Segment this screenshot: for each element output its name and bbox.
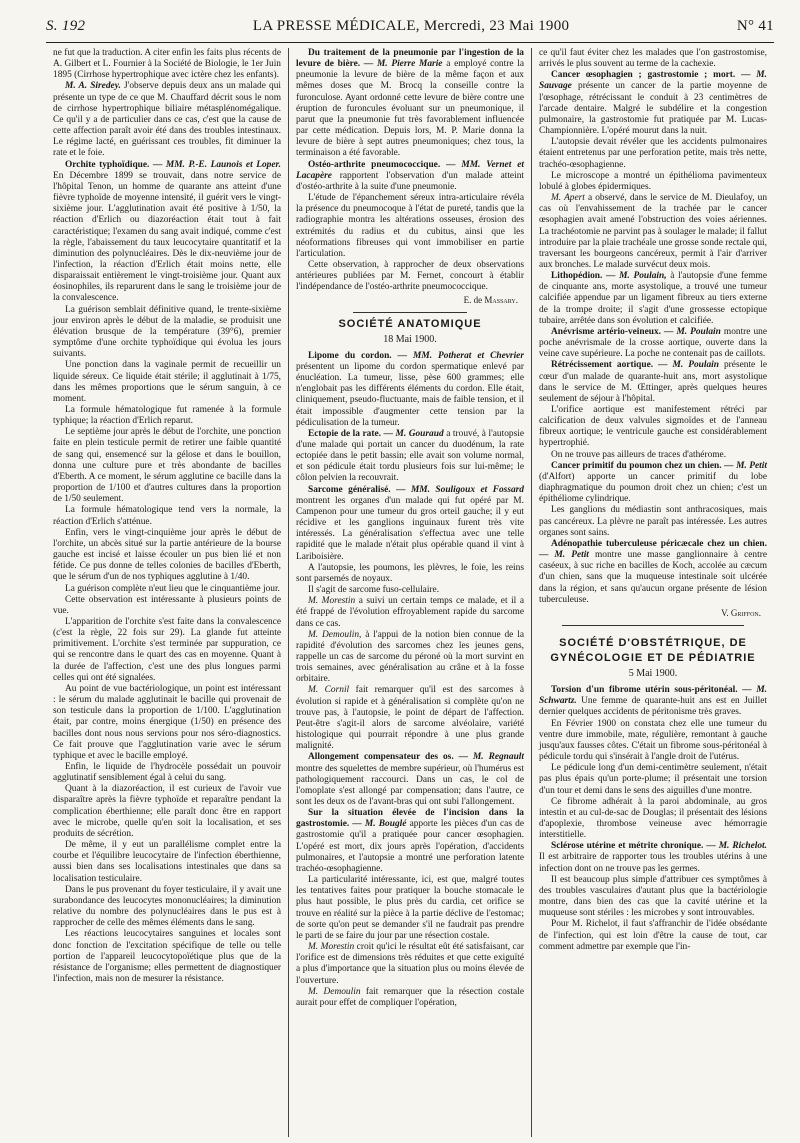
article-title: Orchite typhoïdique. — [65, 159, 150, 170]
paragraph-text: a trouvé, à l'autopsie d'une malade qui portait un cancer du duodénum, la rate ectopiée dans le petit bassin; elle avait son volume normal, et son pédicule était tordu plusieurs fois sur lui-même; le côlon pelvien la recouvrait. — [296, 428, 524, 484]
paragraph-text: En Décembre 1899 se trouvait, dans notre service de l'hôpital Tenon, un homme de quarante ans atteint d'une fièvre typhoïde de moyenne intensité, il guérit vers le vingt-sixième jour. L'agglutination avait été positive à 1/50, la réaction d'Erlich ou diazoréaction était tout à fait caractéristique; l'examen du sang avait indiqué, comme c'est la règle, l'abaissement du taux leucocytaire quantitatif et la diminution des polynucléaires. Dès le dix-neuvième jour de l'infection, la réaction d'Erlich était moins nette, elle disparaissait entièrement le vingt-troisième jour. Quant aux éosinophiles, ils reparurent dans le sang le troisième jour de la convalescence. — [53, 170, 281, 304]
signature-initial: E. de — [463, 295, 485, 306]
article-gastrostomie — [296, 808, 524, 875]
section-divider — [562, 625, 744, 626]
paragraph: Dans le pus provenant du foyer testiculaire, il y avait une surabondance des leucocytes mononucléaires; la diminution relative du nombre des polynucléaires dans le pus est à rapprocher de celle des mêmes éléments dans le sang. — [53, 884, 281, 929]
article-sclerose — [539, 841, 767, 874]
signature — [296, 295, 518, 306]
paragraph-text: présentent un lipome du cordon spermatique enlevé par énucléation. La tumeur, lisse, pèse 600 grammes; elle n'englobait pas les différents éléments du cordon. Elle était, cliniquement, pseudo-fluctuante, mais de faible tension, et il était impossible d'augmenter cette tension par la pédiculisation de la tumeur. — [296, 361, 524, 428]
issue-number: N° 41 — [736, 18, 774, 34]
paragraph: La formule hématologique tend vers la normale, la réaction d'Erlich s'atténue. — [53, 505, 281, 527]
author: M. Demoulin, — [308, 629, 362, 640]
author: — MM. Potherat et Chevrier — [391, 350, 524, 361]
article-orchite — [53, 160, 281, 305]
article-title: Cancer primitif du poumon chez un chien. — [551, 460, 722, 471]
paragraph-text: fait remarquer que la résection costale aurait pour effet de compliquer l'opération, — [296, 986, 524, 1008]
paragraph-text: rapportent l'observation d'un malade atteint d'ostéo-arthrite à la suite d'une pneumonie. — [296, 170, 524, 192]
column-2 — [288, 48, 531, 1137]
article-title: Sclérose utérine et métrite chronique. — [551, 841, 704, 852]
paragraph: L'apparition de l'orchite s'est faite dans la convalescence (c'est la règle, 22 fois sur 29). La glande fut atteinte primitivement. L'orchite s'est terminée par suppuration, ce qui se rencontre dans le quart des cas en moyenne. Quant à la durée de l'affection, c'est une des plus longues parmi celles qui ont été signalées. — [53, 616, 281, 683]
paragraph: A l'autopsie, les poumons, les plèvres, le foie, les reins sont parsemés de noyaux. — [296, 562, 524, 584]
section-title: SOCIÉTÉ ANATOMIQUE — [338, 317, 482, 330]
paragraph — [53, 81, 281, 159]
section-date: 5 Mai 1900. — [628, 667, 678, 679]
paragraph: Le septième jour après le début de l'orchite, une ponction faite en plein testicule permit de retirer une faible quantité de sang qui, ensemencé sur la gélose et dans le bouillon, donna une culture pure et très abondante de bacilles d'Eberth. A ce moment, le sérum agglutine ce bacille dans la proportion de 1/100 et d'autres cultures dans la proportion de 1/50 seulement. — [53, 427, 281, 505]
article-title: Rétrécissement aortique. — [551, 360, 654, 371]
paragraph: Au point de vue bactériologique, un point est intéressant : le sérum du malade agglutinait le bacille qui provenait de son testicule dans la proportion de 1/100. L'agglutination était, par contre, moins énergique (1/50) en présence des bacilles dont nous nous servions pour nos séro-diagnostics. Ce fait prouve que l'agglutination varie avec le sérum typhique et avec le bacille employé. — [53, 683, 281, 761]
paragraph-text: a suivi un certain temps ce malade, et il a été frappé de l'évolution effroyablement rapide du sarcome dans ce cas. — [296, 596, 524, 629]
paragraph: On ne trouve pas ailleurs de traces d'athérome. — [551, 449, 727, 460]
paragraph-text: présente un cancer de la partie moyenne de l'œsophage, rétrécissant le conduit à 23 centimètres de l'arcade dentaire. Malgré le subdélire et la congestion pulmonaire, la gastrostomie fut pratiquée par M. Lucas-Championnière. L'opéré mourut dans la nuit. — [539, 81, 767, 137]
author: — M. Schwartz. — [539, 685, 767, 707]
paragraph — [296, 942, 524, 987]
paragraph: Quant à la diazoréaction, il est curieux de l'avoir vue disparaître après la fièvre typhoïde et reparaître pendant la complication éberthienne; elle paraît donc être en rapport avec le microbe, quelle qu'en soit la localisation, et ses produits de sécrétion. — [53, 784, 281, 839]
author: — M. Poulain, — [602, 271, 667, 282]
paragraph: ce qu'il faut éviter chez les malades que l'on gastrostomise, arrivés le plus souvent au terme de la cachexie. — [539, 48, 767, 70]
paragraph: La guérison semblait définitive quand, le trente-sixième jour environ après le début de la maladie, se produisit une élévation brusque de la température (39°6), premier symptôme d'une orchite typhoïdique qui évolua les jours suivants. — [53, 304, 281, 360]
article-levure — [296, 48, 524, 160]
article-torsion-fibrome — [539, 685, 767, 718]
paragraph — [296, 987, 524, 1009]
paragraph: Ce fibrome adhérait à la paroi abdominale, au gros intestin et au cul-de-sac de Douglas; il présentait des lésions d'apoplexie, thrombose veineuse avec hémorragie interstitielle. — [539, 796, 767, 841]
signature-name: Griffon. — [730, 607, 761, 618]
author: M. Apert — [551, 193, 585, 204]
paragraph: En Février 1900 on constata chez elle une tumeur du ventre dure immobile, mate, régulière, remontant à gauche jusqu'aux fausses côtes. C'était un fibrome sous-péritonéal à pédicule tordu qui s'insérait à l'angle droit de l'utérus. — [539, 718, 767, 763]
paragraph: L'orifice aortique est manifestement rétréci par calcification de deux valvules sigmoïdes et de l'anneau fibreux aortique; le ventricule gauche est considérablement hypertrophié. — [539, 405, 767, 449]
paragraph: ne fut que la traduction. A citer enfin les faits plus récents de A. Gilbert et L. Fournier à la Société de Biologie, le 1er Juin 1895 (Cirrhose hypertrophique avec ictère chez les enfants). — [53, 48, 281, 81]
author: — M. Pierre Marie — [360, 59, 443, 70]
author: — M. Gouraud — [381, 428, 444, 439]
article-ectopie — [296, 429, 524, 485]
column-1 — [46, 48, 288, 1137]
column-3 — [531, 48, 774, 1137]
article-anevrisme — [539, 327, 767, 360]
article-cancer-poumon — [539, 461, 767, 506]
article-title: Lithopédion. — [551, 271, 603, 282]
section-date: 18 Mai 1900. — [383, 333, 437, 345]
journal-title: LA PRESSE MÉDICALE, Mercredi, 23 Mai 1900 — [252, 18, 570, 34]
article-title: Sarcome généralisé. — [308, 484, 391, 495]
author: — MM. P.-E. Launois et Loper. — [149, 159, 281, 170]
article-title: Du traitement de la pneumonie par l'ingestion de la levure de bière. — [296, 48, 524, 70]
article-title: Anévrisme artério-veineux. — [551, 326, 662, 337]
paragraph: Enfin, le liquide de l'hydrocèle possédait un pouvoir agglutinatif sensiblement égal à celui du sang. — [53, 762, 281, 784]
page-number: S. 192 — [46, 18, 86, 34]
paragraph-text: montre des squelettes de membre supérieur, où l'humérus est pathologiquement raccourci. Dans un cas, le col de l'omoplate s'est allongé par compensation; dans l'autre, ce sont les deux os de l'avant-bras qui ont subi l'allongement. — [296, 763, 524, 807]
paragraph: Les réactions leucocytaires sanguines et locales sont donc fonction de l'excitation spécifique de telle ou telle portion de l'appareil leucocytopoïétique plus que de la résistance de l'organisme; elles permettent de diagnostiquer l'infection, mais non de mesurer la résistance. — [53, 929, 281, 984]
signature-name: Massary. — [484, 295, 518, 306]
paragraph-text: présente le cœur d'un malade de quarante-huit ans, mort asystolique dans le service de M. Œttinger, après quelques heures seulement de séjour à l'hôpital. — [539, 360, 767, 404]
header-rule — [46, 42, 774, 43]
paragraph: Cette observation est intéressante à plusieurs points de vue. — [53, 594, 281, 616]
author: — M. Sauvage — [539, 70, 767, 92]
paragraph-text: à l'autopsie d'une femme de cinquante ans, morte asystolique, a trouvé une tumeur calcifiée appendue par un ligament fibreux au tiers externe de la trompe droite; il s'agit d'une grossesse ectopique tubaire, arrêtée dans son évolution et calcifiée. — [539, 271, 767, 326]
article-title: Ectopie de la rate. — [308, 428, 382, 439]
paragraph-text: (d'Alfort) apporte un cancer primitif du lobe diaphragmatique du poumon droit chez un chien; c'est un épithéliome cylindrique. — [539, 471, 767, 505]
article-retrecissement — [539, 360, 767, 405]
article-title: Allongement compensateur des os. — [308, 752, 454, 763]
author: M. Morestin — [308, 942, 355, 953]
article-title: Cancer œsophagien ; gastrostomie ; mort. — [551, 70, 736, 81]
paragraph: La formule hématologique fut ramenée à la formule typhique; la réaction d'Erlich reparut. — [53, 405, 281, 427]
paragraph: La guérison complète n'eut lieu que le cinquantième jour. — [65, 583, 280, 594]
author: — M. Poulain — [661, 326, 721, 337]
paragraph-text: fait remarquer qu'il est des sarcomes à évolution si rapide et à généralisation si complète qu'on ne trouve pas, à l'autopsie, le point de départ de l'affection. Peut-être s'agit-il alors de sarcome alvéolaire, variété histologique qui pourrait répondre à une plus grande malignité. — [296, 685, 524, 752]
paragraph: Le pédicule long d'un demi-centimètre seulement, n'était pas plus épais qu'un porte-plume; il présentait une torsion d'un tour et demi dans le sens des aiguilles d'une montre. — [539, 763, 767, 796]
article-lipome — [296, 351, 524, 429]
paragraph-text: a observé, dans le service de M. Dieulafoy, un cas où l'envahissement de la trachée par le cancer œsophagien avait amené l'obstruction des voies aériennes. La trachéotomie ne parvint pas à soulager le malade; il fallut introduire par la plaie trachéale une grosse sonde rectale qui, traversant les bourgeons cancéreux, permit à l'air d'arriver aux bronches. Le malade survécut deux mois. — [539, 193, 768, 270]
article-lithopedion — [539, 271, 767, 327]
paragraph: Il est beaucoup plus simple d'attribuer ces symptômes à des troubles vasculaires d'autant plus que la bactériologie montre, dans bien des cas que la cavité utérine et la muqueuse sont stériles : les microbes y sont introuvables. — [539, 874, 767, 919]
paragraph: L'autopsie devait révéler que les accidents pulmonaires étaient entretenus par une perforation petite, mais très nette, trachéo-œsophagienne. — [539, 137, 767, 170]
article-cancer-oesophagien — [539, 70, 767, 137]
paragraph-text: Il est arbitraire de rapporter tous les troubles utérins à une infection dont on ne trouve pas les germes. — [539, 852, 767, 874]
author: — M. Petit — [539, 550, 589, 561]
author: — M. Poulain — [653, 360, 719, 371]
paragraph: Pour M. Richelot, il faut s'affranchir de l'idée obsédante de l'infection, qui est loin d'être la cause de tout, car comment admettre par exemple que l'in- — [539, 919, 767, 952]
author: — M. Regnault — [453, 752, 525, 763]
page-header — [46, 18, 774, 40]
article-allongement — [296, 752, 524, 808]
section-title: SOCIÉTÉ D'OBSTÉTRIQUE, DE GYNÉCOLOGIE ET DE PÉDIATRIE — [550, 636, 756, 664]
author: M. A. Siredey. — [65, 81, 121, 92]
paragraph: L'étude de l'épanchement séreux intra-articulaire révéla la présence du pneumocoque à l'état de pureté, tandis que la radiographie montra les altérations osseuses, érosion des extrémités du radius et du cubitus, ainsi que les néoformations fibreuses qui vont immobiliser en partie l'articulation. — [296, 193, 524, 259]
author: M. Cornil — [308, 685, 350, 696]
author: M. Morestin — [308, 596, 356, 607]
paragraph-text: à l'appui de la notion bien connue de la rapidité d'évolution des sarcomes chez les jeunes gens, rappelle un cas de sarcome du péroné où la mort survint en trois semaines, avec généralisation au crâne et à la fosse orbitaire. — [296, 629, 524, 685]
author: M. Demoulin — [308, 986, 361, 997]
article-title: Ostéo-arthrite pneumococcique. — [308, 159, 441, 170]
paragraph-text: J'observe depuis deux ans un malade qui présente un type de ce que M. Chauffard décrit sous le nom de cirrhose hypertrophique biliaire métasplénomégalique. Ce qu'il y a de particulier dans ce cas, c'est que la cause de cette affection paraît avoir été dans des troubles intestinaux. Le régime lacté, en guérissant ces troubles, fit diminuer la rate et le foie. — [53, 81, 281, 159]
author: — M. Petit — [721, 460, 767, 471]
paragraph: Cette observation, à rapprocher de deux observations antérieures publiées par M. Fernet, concourt à établir l'indépendance de l'ostéo-arthrite pneumococcique. — [296, 259, 524, 293]
article-adenopathie — [539, 539, 767, 606]
author: — M. Bouglé — [349, 819, 407, 830]
paragraph: De même, il y eut un parallélisme complet entre la courbe et l'équilibre leucocytaire de l'infection éberthienne, aussi bien dans ses localisations intestinales que dans sa localisation testiculaire. — [53, 840, 281, 884]
article-title: Adénopathie tuberculeuse péricæcale chez un chien. — [551, 538, 767, 549]
paragraph-text: montre une masse ganglionnaire à centre caséeux, à suc riche en bacilles de Koch, accolée au cæcum d'un chien, sans que la muqueuse intestinale soit ulcérée dans la région, et sans qu'aucun organe présente de lésion tuberculeuse. — [539, 550, 767, 605]
section-divider — [353, 312, 467, 313]
paragraph: Les ganglions du médiastin sont anthracosiques, mais pas cancéreux. La plèvre ne paraît pas intéressée. Les autres organes sont sains. — [539, 505, 767, 538]
paragraph — [296, 685, 524, 752]
article-title: Lipome du cordon. — [308, 350, 392, 361]
author: — MM. Vernet et Lacapère — [296, 159, 524, 181]
article-sarcome — [296, 485, 524, 563]
article-columns — [46, 48, 774, 1137]
paragraph — [296, 596, 524, 629]
article-title: Sur la situation élevée de l'incision dans la gastrostomie. — [296, 808, 524, 830]
paragraph-text: montre une poche anévrismale de la crosse aortique, ouverte dans la veine cave supérieure. La poche ne contenait pas de caillots. — [539, 326, 768, 360]
article-osteo — [296, 160, 524, 193]
paragraph — [296, 630, 524, 686]
paragraph: La particularité intéressante, ici, est que, malgré toutes les tentatives faites pour pratiquer la bouche stomacale le plus haut possible, le plus près du cardia, cet orifice se trouve en réalité sur la pièce à la partie déclive de l'estomac; de sorte qu'on peut se demander s'il ne faudrait pas prendre le parti de se faire du jour par une résection costale. — [296, 875, 524, 941]
paragraph-text: a employé contre la pneumonie la levure de bière de la même façon et aux mêmes doses que M. Brocq la conseille contre la furonculose. Ayant ordonné cette levure de bière contre une éruption de furoncules évoluant sur un pneumonique, il parut que la pneumonie fut très favorablement influencée par cette médication. Depuis lors, M. P. Marie donna la levure de bière à sept autres pneumoniques; chez tous, la terminaison a été favorable. — [296, 59, 524, 159]
paragraph: Le microscope a montré un épithélioma pavimenteux lobulé à globes épidermiques. — [539, 170, 767, 192]
paragraph: Il s'agit de sarcome fuso-cellulaire. — [308, 585, 440, 596]
paragraph — [539, 193, 767, 271]
paragraph: Enfin, vers le vingt-cinquième jour après le début de l'orchite, un abcès situé sur la partie antérieure de la bourse gauche est incisé et laisse écouler un pus bien lié et non fétide. Ce pus donne de telles colonies de bacilles d'Eberth, que le sérum d'un de nos typhiques agglutine à 1/40. — [53, 527, 281, 583]
article-title: Torsion d'un fibrome utérin sous-péritonéal. — [551, 685, 738, 696]
paragraph-text: croit qu'ici le résultat eût été satisfaisant, car l'orifice est de dimensions très réduites et que cette exiguïté a plus d'importance que la situation plus ou moins élevée de l'ouverture. — [296, 942, 524, 986]
author: — M. Richelot. — [703, 841, 767, 852]
author: — MM. Souligoux et Fossard — [390, 484, 524, 495]
signature-initial: V. — [721, 607, 731, 618]
paragraph-text: montrent les organes d'un malade qui fut opéré par M. Campenon pour une tumeur du gros orteil gauche; il y eut récidive et les ganglions inguinaux furent très vite intéressés. La généralisation s'effectua avec une telle rapidité que le malade n'était plus opérable quand il vint à Lariboisière. — [296, 495, 524, 562]
paragraph-text: Une femme de quarante-huit ans est en Juillet dernier quelques accidents de péritonisme très graves. — [539, 696, 767, 718]
paragraph-text: apporte les pièces d'un cas de gastrostomie qu'il a pratiquée pour cancer œsophagien. L'opéré est mort, dix jours après l'opération, d'accidents pulmonaires, et l'autopsie a montré une perforation latente trachéo-œsophagienne. — [296, 819, 524, 874]
signature — [539, 608, 761, 619]
paragraph: Une ponction dans la vaginale permit de recueillir un liquide séreux. Ce liquide était stérile; il agglutinait à 1/75, dans les mêmes proportions que le sérum sanguin, à ce moment. — [53, 360, 281, 404]
